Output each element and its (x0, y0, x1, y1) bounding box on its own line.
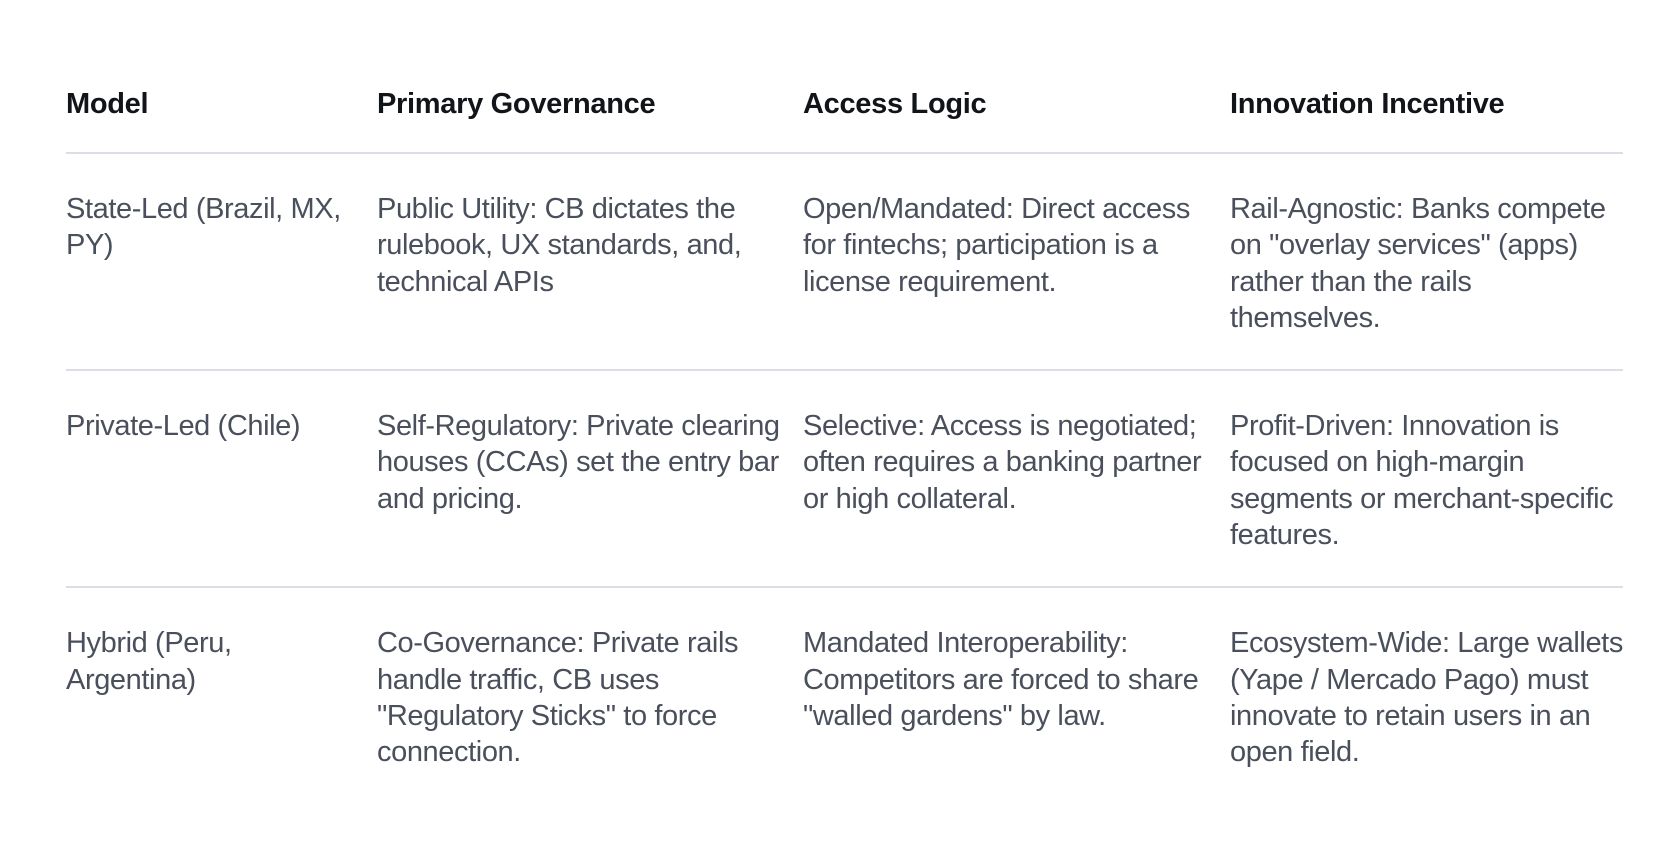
column-header-model: Model (66, 78, 377, 153)
table-row-hybrid (66, 587, 1623, 803)
cell-primary-governance: Co-Governance: Private rails handle traffic, CB uses "Regulatory Sticks" to force connection. (377, 627, 739, 769)
table-row-private-led (66, 370, 1623, 587)
table-body (66, 153, 1623, 804)
column-header-access-logic: Access Logic (803, 78, 1230, 153)
header-row (66, 78, 1623, 153)
table-row-state-led (66, 153, 1623, 370)
cell-model: Hybrid (Peru, Argentina) (66, 627, 232, 696)
column-header-primary-governance: Primary Governance (377, 78, 803, 153)
cell-access-logic: Mandated Interoperability: Competitors are forced to share "walled gardens" by law. (803, 627, 1199, 732)
column-header-innovation-incentive: Innovation Incentive (1230, 78, 1623, 153)
table-header (66, 78, 1623, 153)
cell-model: Private-Led (Chile) (66, 370, 377, 587)
cell-primary-governance: Self-Regulatory: Private clearing houses (CCAs) set the entry bar and pricing. (377, 370, 803, 587)
governance-models-table (66, 78, 1623, 804)
cell-innovation-incentive: Rail-Agnostic: Banks compete on "overlay services" (apps) rather than the rails themselves. (1230, 153, 1623, 370)
comparison-table-container (66, 78, 1623, 804)
cell-primary-governance: Public Utility: CB dictates the rulebook, UX standards, and, technical APIs (377, 153, 803, 370)
cell-access-logic: Selective: Access is negotiated; often requires a banking partner or high collateral. (803, 370, 1230, 587)
cell-innovation-incentive: Profit-Driven: Innovation is focused on high-margin segments or merchant-specific features. (1230, 370, 1623, 587)
cell-model: State-Led (Brazil, MX, PY) (66, 153, 377, 370)
cell-access-logic: Open/Mandated: Direct access for fintechs; participation is a license requirement. (803, 153, 1230, 370)
cell-innovation-incentive: Ecosystem-Wide: Large wallets (Yape / Mercado Pago) must innovate to retain users in an open field. (1230, 627, 1623, 769)
